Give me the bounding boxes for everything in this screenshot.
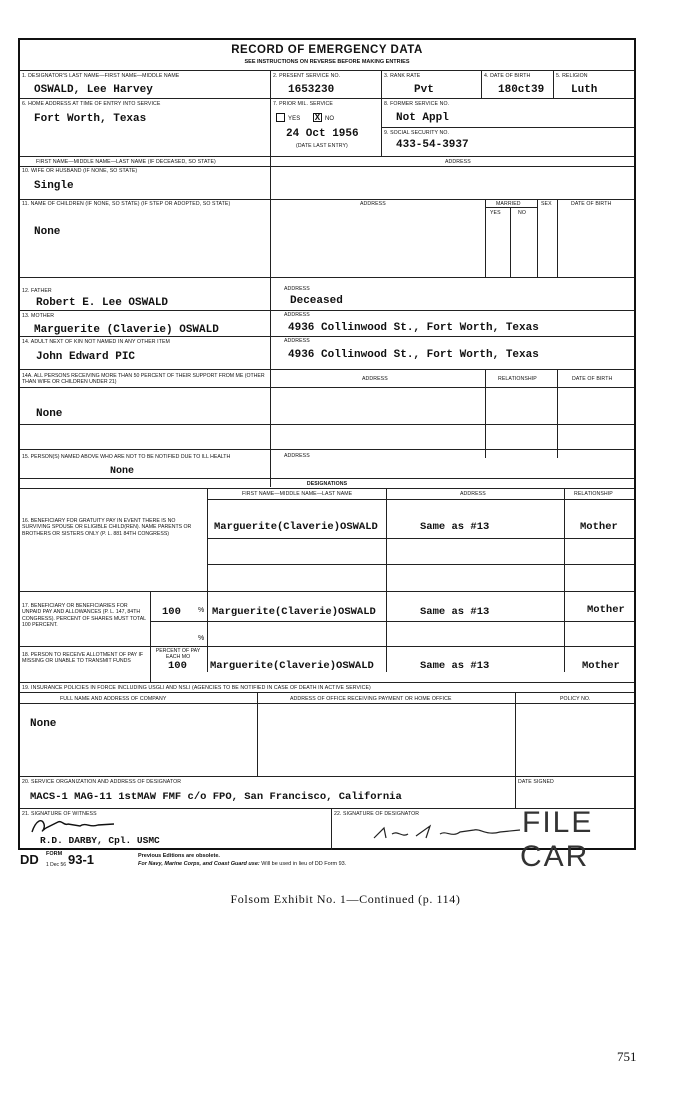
label-married: MARRIED (496, 201, 521, 207)
divider (510, 207, 511, 277)
divider (20, 424, 634, 425)
label-company: FULL NAME AND ADDRESS OF COMPANY (60, 696, 167, 702)
form-number: 93-1 (68, 852, 95, 867)
label-former-service-no: 8. FORMER SERVICE NO. (384, 101, 450, 107)
label-pct-1: % (198, 607, 205, 614)
label-address-hdr: ADDRESS (445, 159, 471, 165)
divider (20, 199, 634, 200)
label-mother-address: ADDRESS (284, 312, 310, 318)
prior-yes-checkbox[interactable] (276, 113, 285, 122)
form-subtitle: SEE INSTRUCTIONS ON REVERSE BEFORE MAKING ENTRIES (244, 59, 410, 65)
divider (553, 70, 554, 98)
next-of-kin: John Edward PIC (36, 351, 136, 363)
form-date: 1 Dec 56 (46, 862, 67, 868)
divider (564, 488, 565, 672)
divider (270, 156, 271, 458)
divider (20, 682, 634, 683)
label-support-address: ADDRESS (362, 376, 388, 382)
page-number: 751 (617, 1049, 637, 1064)
wife-or-husband: Single (34, 180, 74, 192)
not-notify: None (110, 466, 135, 477)
label-date-signed: DATE SIGNED (518, 779, 554, 785)
label-support: 14A. ALL PERSONS RECEIVING MORE THAN 50 PERCENT OF THEIR SUPPORT FROM ME (OTHER THAN WIFE OR CHILDREN UNDER 21) (22, 373, 265, 386)
label-unpaid-pay: 17. BENEFICIARY OR BENEFICIARIES FOR UNPAID PAY AND ALLOWANCES (P. L. 147, 84TH CONGRESS). PERCENT OF SHARES MUST TOTAL 100 PERCENT. (22, 603, 146, 629)
father-address: Deceased (290, 295, 343, 307)
divider (20, 156, 634, 157)
divider (20, 98, 634, 99)
divider (20, 310, 634, 311)
navy-note-use: For Navy, Marine Corps, and Coast Guard use: (138, 861, 260, 867)
label-ssn: 9. SOCIAL SECURITY NO. (384, 130, 450, 136)
divider (20, 70, 634, 71)
label-kin-address: ADDRESS (284, 338, 310, 344)
label-father: 12. FATHER (22, 288, 52, 294)
gratuity-relationship: Mother (580, 521, 618, 533)
divider (207, 499, 634, 500)
divider (485, 199, 486, 277)
label-service-org: 20. SERVICE ORGANIZATION AND ADDRESS OF DESIGNATOR (22, 779, 182, 785)
label-pct-2: % (198, 635, 205, 642)
kin-address: 4936 Collinwood St., Fort Worth, Texas (288, 349, 539, 361)
father: Robert E. Lee OSWALD (36, 297, 169, 309)
label-benef-relationship-hdr: RELATIONSHIP (574, 491, 613, 497)
date-of-birth: 180ct39 (498, 84, 545, 96)
divider (150, 646, 151, 682)
allotment-beneficiary: Marguerite(Claverie)OSWALD (210, 660, 374, 672)
navy-note (138, 861, 346, 867)
divider (381, 127, 634, 128)
label-no: NO (325, 116, 335, 122)
label-support-relationship: RELATIONSHIP (498, 376, 537, 382)
label-designations: DESIGNATIONS (306, 481, 348, 487)
divider (20, 166, 634, 167)
label-married-no: NO (518, 210, 526, 216)
gratuity-beneficiary: Marguerite(Claverie)OSWALD (214, 521, 378, 533)
divider (485, 207, 537, 208)
divider (207, 488, 208, 672)
divider (270, 70, 271, 156)
divider (20, 369, 634, 370)
designator-signature-icon (370, 820, 530, 844)
rank: Pvt (414, 84, 434, 96)
label-support-dob: DATE OF BIRTH (572, 376, 613, 382)
label-not-notify-address: ADDRESS (284, 453, 310, 459)
label-not-notify: 15. PERSON(S) NAMED ABOVE WHO ARE NOT TO BE NOTIFIED DUE TO ILL HEALTH (22, 454, 231, 460)
date-last-entry: 24 Oct 1956 (286, 128, 359, 140)
divider (20, 703, 634, 704)
divider (20, 488, 634, 489)
label-witness: 21. SIGNATURE OF WITNESS (22, 811, 97, 817)
unpaid-beneficiary: Marguerite(Claverie)OSWALD (212, 606, 376, 618)
divider (20, 387, 634, 388)
label-designator-signature: 22. SIGNATURE OF DESIGNATOR (334, 811, 420, 817)
divider (386, 488, 387, 672)
label-policy-no: POLICY NO. (560, 696, 591, 702)
social-security-no: 433-54-3937 (396, 139, 469, 151)
exhibit-caption: Folsom Exhibit No. 1—Continued (p. 114) (230, 892, 461, 906)
gratuity-address: Same as #13 (420, 521, 490, 533)
mother: Marguerite (Claverie) OSWALD (34, 324, 219, 336)
unpaid-relationship: Mother (587, 604, 625, 616)
divider (537, 199, 538, 277)
divider (481, 70, 482, 98)
divider (20, 692, 634, 693)
label-religion: 5. RELIGION (556, 73, 588, 79)
divider (20, 591, 634, 592)
divider (20, 277, 634, 278)
emergency-data-form (18, 38, 636, 850)
label-rank: 3. RANK RATE (384, 73, 421, 79)
label-designator-name: 1. DESIGNATOR'S LAST NAME—FIRST NAME—MIDDLE NAME (22, 73, 180, 79)
label-mother: 13. MOTHER (22, 313, 55, 319)
designator-name: OSWALD, Lee Harvey (34, 84, 153, 96)
stamp-file: FILE (522, 806, 594, 839)
label-benef-name-hdr: FIRST NAME—MIDDLE NAME—LAST NAME (242, 491, 353, 497)
label-kin: 14. ADULT NEXT OF KIN NOT NAMED IN ANY OTHER ITEM (22, 339, 170, 345)
label-date-last-entry: (DATE LAST ENTRY) (296, 143, 348, 149)
divider (20, 776, 634, 777)
divider (150, 621, 634, 622)
stamp-car: CAR (520, 840, 590, 873)
label-office: ADDRESS OF OFFICE RECEIVING PAYMENT OR HOME OFFICE (290, 696, 452, 702)
label-married-yes: YES (490, 210, 501, 216)
navy-note-rest: Will be used in lieu of DD Form 93. (261, 861, 347, 867)
divider (207, 564, 634, 565)
unpaid-address: Same as #13 (420, 606, 490, 618)
allotment-relationship: Mother (582, 660, 620, 672)
label-father-address: ADDRESS (284, 286, 310, 292)
label-first-name-hdr: FIRST NAME—MIDDLE NAME—LAST NAME (IF DECEASED, SO STATE) (36, 159, 216, 165)
divider (257, 692, 258, 776)
allotment-address: Same as #13 (420, 660, 490, 672)
divider (20, 336, 634, 337)
divider (20, 646, 634, 647)
label-benef-address-hdr: ADDRESS (460, 491, 486, 497)
label-insurance: 19. INSURANCE POLICIES IN FORCE INCLUDING USGLI AND NSLI (AGENCIES TO BE NOTIFIED IN CASE OF DEATH IN ACTIVE SERVICE) (22, 685, 371, 691)
religion: Luth (571, 84, 598, 96)
divider (20, 478, 634, 479)
label-allotment: 18. PERSON TO RECEIVE ALLOTMENT OF PAY IF MISSING OR UNABLE TO TRANSMIT FUNDS (22, 652, 144, 665)
insurance-policies: None (30, 718, 57, 730)
label-service-no: 2. PRESENT SERVICE NO. (273, 73, 341, 79)
label-yes: YES (288, 116, 301, 122)
divider (20, 449, 634, 450)
form-word: FORM (46, 851, 63, 857)
service-number: 1653230 (288, 84, 335, 96)
service-organization: MACS-1 MAG-11 1stMAW FMF c/o FPO, San Francisco, California (30, 791, 402, 803)
divider (557, 199, 558, 277)
label-percent-paymo: PERCENT OF PAY EACH MO (155, 648, 201, 661)
children: None (34, 226, 61, 238)
home-address: Fort Worth, Texas (34, 113, 147, 125)
label-gratuity: 16. BENEFICIARY FOR GRATUITY PAY IN EVENT THERE IS NO SURVIVING SPOUSE OR ELIGIBLE CHILD(REN). NAME PARENTS OR BROTHERS OR SISTERS ONLY (P. L. 881 84TH CONGRESS) (22, 518, 192, 537)
unpaid-pct: 100 (162, 606, 181, 618)
mother-address: 4936 Collinwood St., Fort Worth, Texas (288, 322, 539, 334)
divider (557, 369, 558, 458)
divider (515, 776, 516, 808)
label-home-address: 6. HOME ADDRESS AT TIME OF ENTRY INTO SERVICE (22, 101, 161, 107)
divider (331, 808, 332, 850)
label-sex: SEX (541, 201, 552, 207)
divider (150, 591, 151, 646)
former-service-no: Not Appl (396, 112, 449, 124)
prior-no-checkbox[interactable]: X (314, 113, 321, 123)
label-child-dob: DATE OF BIRTH (571, 201, 612, 207)
label-prior-service: 7. PRIOR MIL. SERVICE (273, 101, 333, 107)
label-children-address: ADDRESS (360, 201, 386, 207)
witness-name: R.D. DARBY, Cpl. USMC (40, 835, 160, 846)
allotment-pct: 100 (168, 660, 187, 672)
label-children: 11. NAME OF CHILDREN (IF NONE, SO STATE) (IF STEP OR ADOPTED, SO STATE) (22, 201, 231, 207)
label-dob: 4. DATE OF BIRTH (484, 73, 531, 79)
divider (515, 692, 516, 776)
divider (381, 70, 382, 156)
dd-mark: DD (20, 852, 39, 867)
support-persons: None (36, 408, 63, 420)
previous-editions: Previous Editions are obsolete. (138, 853, 220, 859)
divider (485, 369, 486, 458)
divider (207, 538, 634, 539)
label-wife: 10. WIFE OR HUSBAND (IF NONE, SO STATE) (22, 168, 138, 174)
form-title: RECORD OF EMERGENCY DATA (231, 44, 423, 56)
witness-signature-icon (28, 816, 128, 836)
